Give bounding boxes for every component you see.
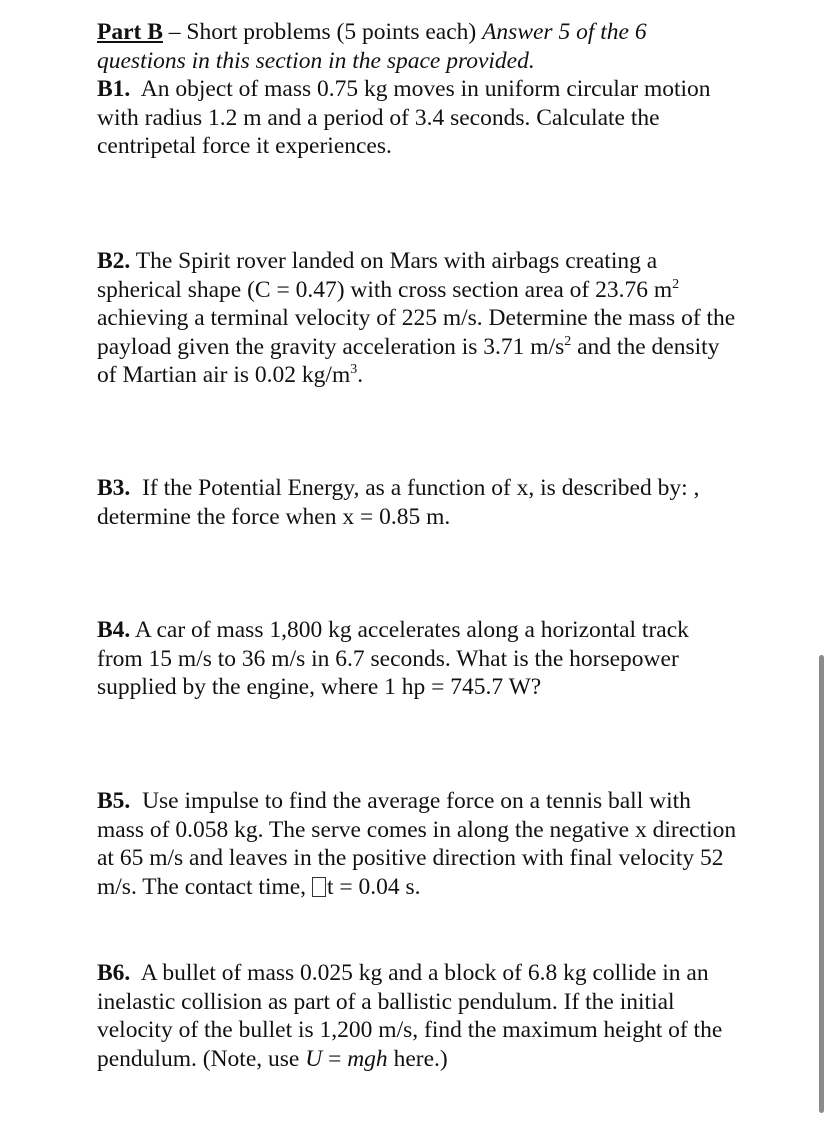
- question-text: A bullet of mass 0.025 kg and a block of 6.8 kg collide in an inelastic collision as part of a ballistic pendulum. If the initial velocity of the bullet is 1,200 m/s, find the maximum height of the pendulum. (Note, use: [97, 960, 723, 1072]
- question-text: The Spirit rover landed on Mars with airbags creating a spherical shape (C = 0.47) with cross section area of 23.76 m: [97, 248, 673, 303]
- question-text: If the Potential Energy, as a function of x, is described by: , determine the force when x = 0.85 m.: [97, 475, 700, 530]
- question-label: B5.: [97, 788, 131, 814]
- question-b6: [97, 959, 737, 1073]
- question-text: A car of mass 1,800 kg accelerates along a horizontal track from 15 m/s to 36 m/s in 6.7 seconds. What is the horsepower supplied by the engine, where 1 hp = 745.7 W?: [97, 617, 689, 700]
- question-label: B4.: [97, 617, 131, 643]
- question-text: .: [357, 362, 364, 388]
- equals-sign: =: [322, 1045, 348, 1072]
- question-text: and the density of Martian air is 0.02 kg/m: [97, 333, 720, 388]
- question-b1: [97, 75, 737, 161]
- question-text: here.): [387, 1045, 448, 1072]
- variable-u: U: [305, 1045, 323, 1072]
- question-text: Use impulse to find the average force on a tennis ball with mass of 0.058 kg. The serve comes in along the negative x direction at 65 m/s and leaves in the positive direction with final velocity 52 m/s. The contact time,: [97, 788, 737, 900]
- question-text: achieving a terminal velocity of 225 m/s. Determine the mass of the payload given the gravity acceleration is 3.71 m/s: [97, 305, 736, 360]
- question-text: t = 0.04 s.: [326, 873, 421, 900]
- question-label: B3.: [97, 475, 131, 501]
- question-b4: [97, 616, 737, 702]
- header-dash: –: [162, 19, 187, 45]
- superscript: 2: [564, 333, 572, 349]
- missing-glyph-icon: [312, 877, 326, 897]
- question-text: An object of mass 0.75 kg moves in uniform circular motion with radius 1.2 m and a period of 3.4 seconds. Calculate the centripetal force it experiences.: [97, 76, 711, 159]
- superscript: 2: [672, 276, 680, 292]
- vertical-scrollbar[interactable]: [819, 655, 824, 1113]
- part-b-header: [97, 18, 737, 75]
- document-page: [97, 18, 737, 1072]
- variable-mgh: mgh: [347, 1045, 388, 1072]
- question-label: B2.: [97, 248, 131, 274]
- question-label: B6.: [97, 960, 131, 986]
- question-b5: [97, 787, 737, 901]
- instruction-text: Answer 5 of the 6 questions in this section in the space provided.: [97, 19, 647, 74]
- part-label: Part B: [97, 19, 163, 45]
- question-b2: [97, 247, 737, 390]
- question-b3: [97, 474, 737, 531]
- question-label: B1.: [97, 76, 131, 102]
- superscript: 3: [350, 362, 358, 377]
- part-description: Short problems (5 points each): [186, 19, 483, 45]
